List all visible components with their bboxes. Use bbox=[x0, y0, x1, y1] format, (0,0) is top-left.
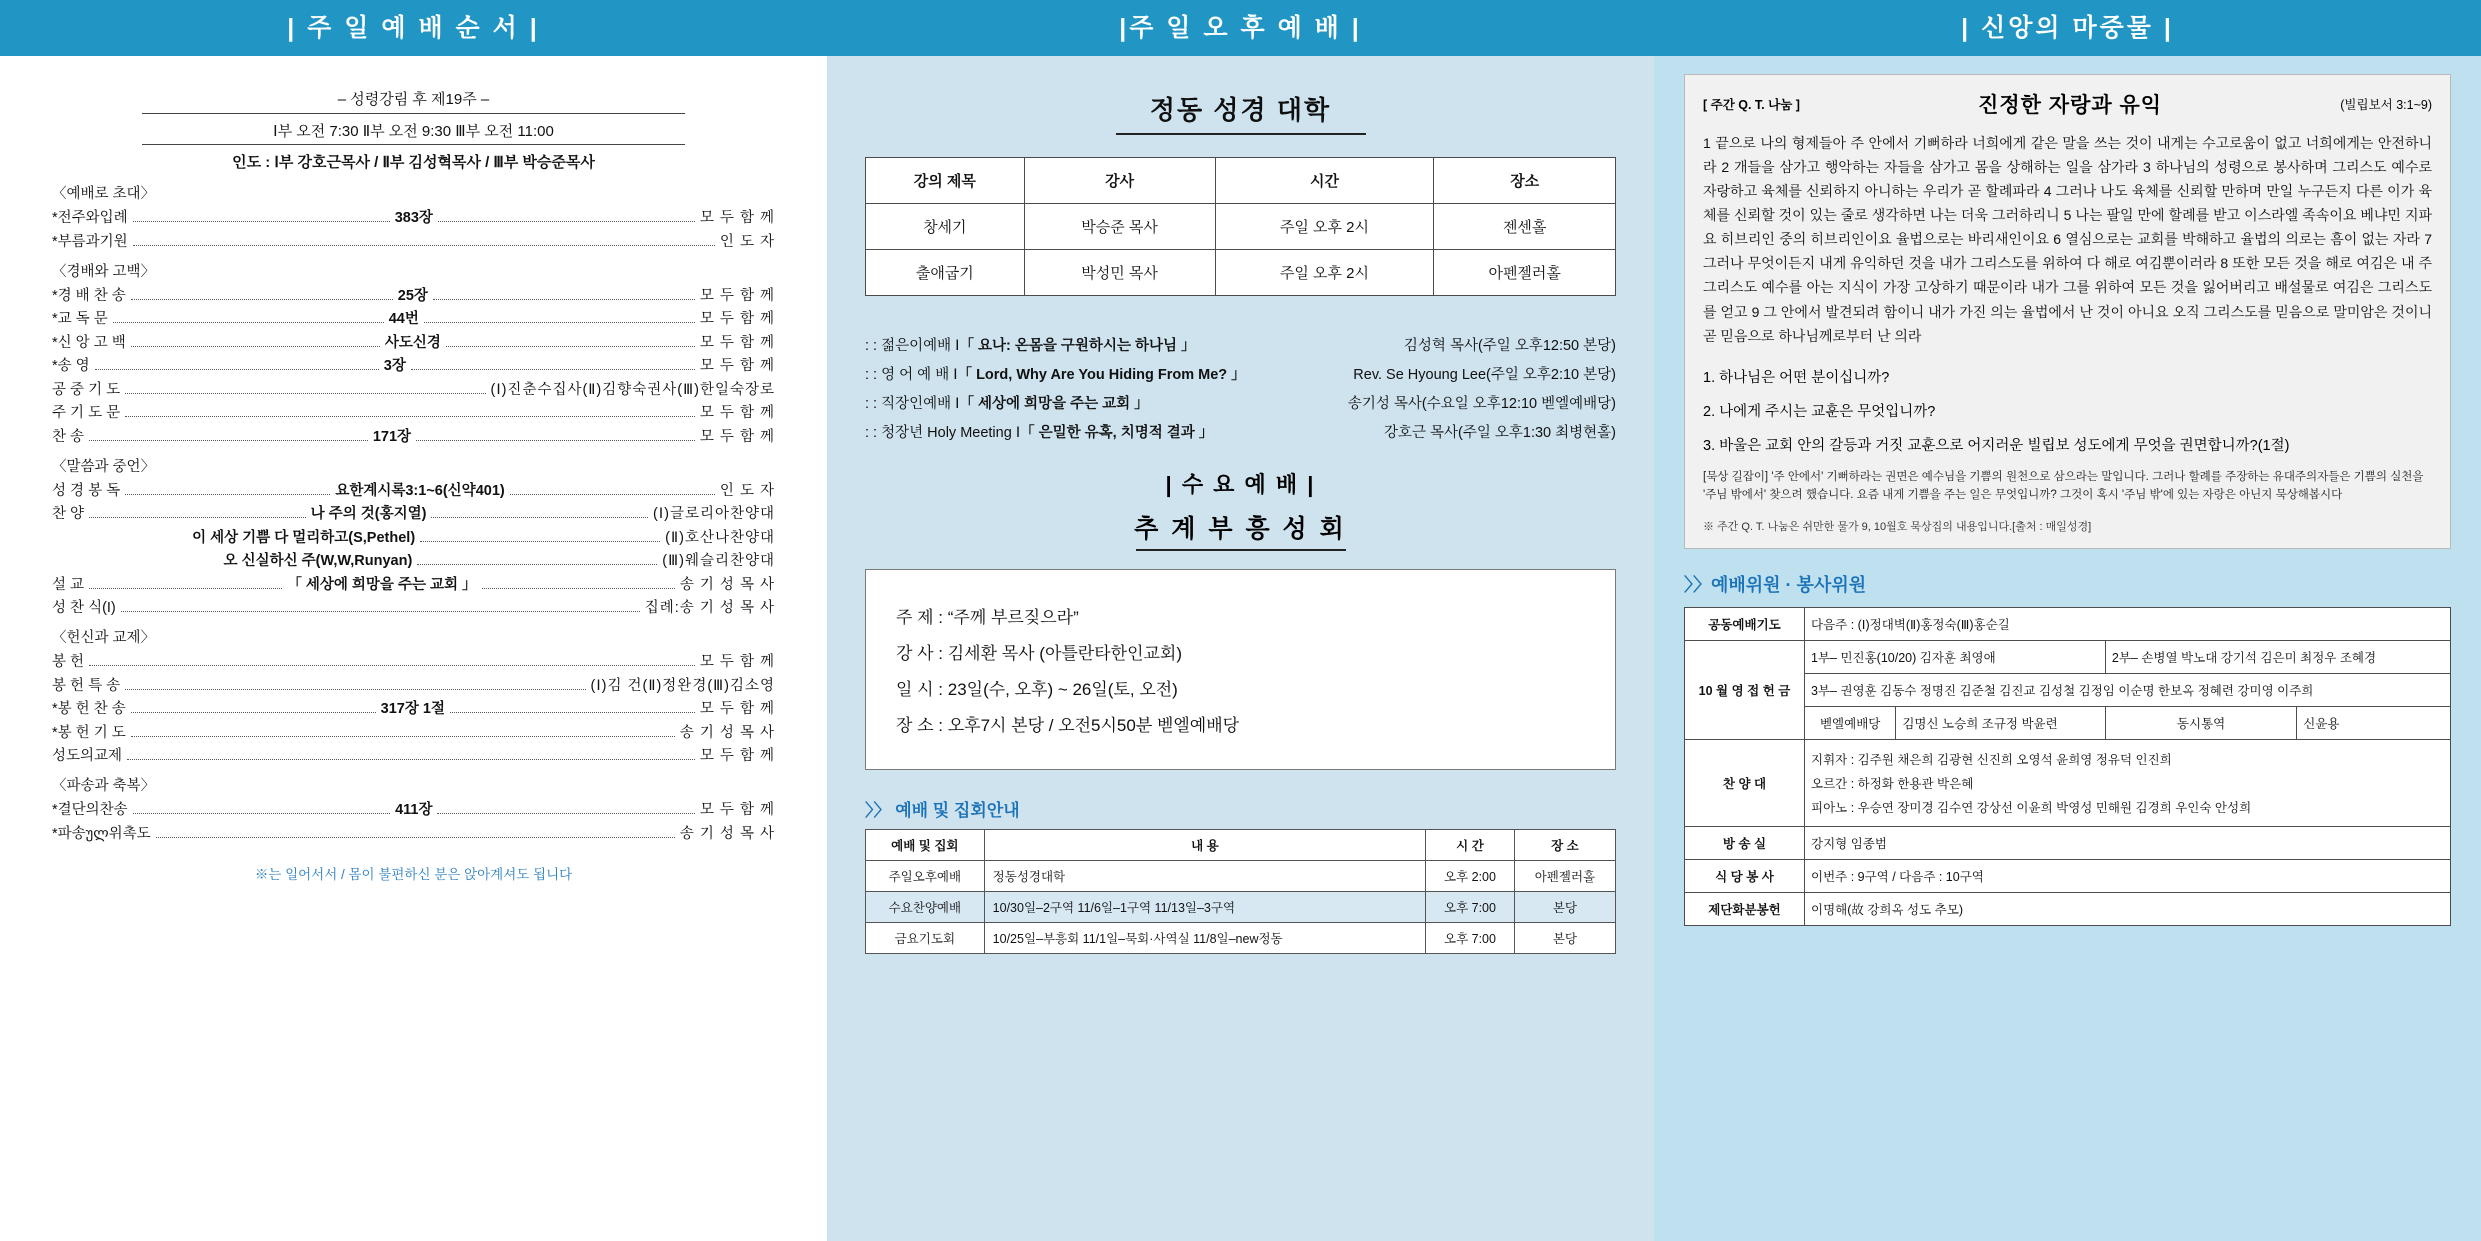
leader-dots-2 bbox=[437, 813, 694, 814]
table-row bbox=[866, 250, 1616, 296]
table-header-cell: 시간 bbox=[1215, 158, 1434, 204]
leader-dots bbox=[125, 416, 695, 417]
order-line bbox=[52, 378, 775, 399]
qt-note: [묵상 길잡이] '주 안에서' 기뻐하라는 권면은 예수님을 기쁨의 원천으로 삼으라는 말입니다. 그러나 할례를 주장하는 유대주의자들은 기쁨의 실천을 '주님 밖에서' 찾으려 했습니다. 요즘 내게 기쁨을 주는 일은 무엇입니까? 그것이 혹시 '주님 밖'에 있는 자랑은 아닌지 묵상해봅시다 bbox=[1703, 470, 2424, 502]
title-underline bbox=[1116, 133, 1366, 135]
order-line-name: 공 중 기 도 bbox=[52, 381, 121, 398]
order-line-name: 봉 헌 bbox=[52, 654, 85, 670]
order-line-title: 171장 bbox=[372, 428, 412, 445]
guide-header-cell: 시 간 bbox=[1426, 830, 1515, 861]
leader-dots bbox=[89, 588, 282, 589]
guide-cell: 주일오후예배 bbox=[866, 861, 985, 892]
qt-question: 1. 하나님은 어떤 분이십니까? bbox=[1703, 369, 1890, 386]
order-line bbox=[52, 502, 775, 523]
guide-header-row bbox=[866, 830, 1616, 861]
afternoon-body bbox=[827, 90, 1654, 954]
qt-footer: ※ 주간 Q. T. 나눔은 쉬만한 물가 9, 10월호 묵상집의 내용입니다.[출처 : 매일성경] bbox=[1703, 521, 2092, 534]
leader-dots bbox=[131, 299, 393, 300]
meeting-label: : : 청장년 Holy Meeting Ⅰ bbox=[865, 425, 1021, 441]
revival-speaker: 강 사 : 김세환 목사 (아틀란타한인교회) bbox=[896, 644, 1182, 663]
committee-row-label: 제단화분봉헌 bbox=[1685, 893, 1805, 926]
committee-row-label: 10 월 영 접 헌 금 bbox=[1685, 641, 1805, 740]
order-line bbox=[52, 401, 775, 422]
table-cell: 젠센홀 bbox=[1434, 204, 1616, 250]
meeting-list bbox=[865, 334, 1616, 442]
guide-cell: 본당 bbox=[1514, 892, 1615, 923]
committee-cell: 1부– 민진홍(10/20) 김자훈 최영애 bbox=[1805, 641, 2106, 674]
faith-body bbox=[1654, 74, 2481, 926]
order-line-person: 모 두 함 께 bbox=[699, 428, 775, 445]
order-line-title: 44번 bbox=[388, 311, 419, 327]
guide-cell: 오후 7:00 bbox=[1426, 923, 1515, 954]
order-line-name: *교 독 문 bbox=[52, 311, 108, 327]
revival-date: 일 시 : 23일(수, 오후) ~ 26일(토, 오전) bbox=[896, 680, 1178, 699]
meeting-info: Rev. Se Hyoung Lee(주일 오후2:10 본당) bbox=[1353, 367, 1616, 383]
order-line bbox=[52, 206, 775, 227]
revival-theme: 주 제 : “주께 부르짖으라” bbox=[896, 608, 1079, 627]
order-line-name: *결단의찬송 bbox=[52, 802, 128, 818]
leader-dots-2 bbox=[416, 440, 695, 441]
order-line-name: *봉 헌 기 도 bbox=[52, 724, 126, 741]
column-worship-order bbox=[0, 0, 827, 1241]
order-line-name: 찬 송 bbox=[52, 428, 85, 445]
column-faith-primer bbox=[1654, 0, 2481, 1241]
committee-row-label: 식 당 봉 사 bbox=[1685, 860, 1805, 893]
order-section-label: 〈파송과 축복〉 bbox=[52, 778, 156, 794]
leader-dots bbox=[131, 346, 380, 347]
table-cell: 창세기 bbox=[866, 204, 1025, 250]
table-cell: 출애굽기 bbox=[866, 250, 1025, 296]
qt-header bbox=[1703, 89, 2432, 119]
order-line bbox=[52, 230, 775, 251]
committee-body bbox=[1685, 608, 2451, 926]
revival-title: 추 계 부 흥 성 회 bbox=[1134, 515, 1347, 543]
order-line-title: 이 세상 기쁨 다 멀리하고(S,Pethel) bbox=[192, 529, 416, 546]
order-line-person: (Ⅰ)김 건(Ⅱ)정완경(Ⅲ)김소영 bbox=[590, 677, 775, 694]
meeting-title: 「 Lord, Why Are You Hiding From Me? 」 bbox=[957, 367, 1246, 383]
revival-box bbox=[865, 569, 1616, 770]
order-section-label: 〈말씀과 중언〉 bbox=[52, 458, 156, 475]
order-line bbox=[52, 425, 775, 446]
leader-dots-2 bbox=[431, 517, 648, 518]
order-line-name: 성 찬 식(I) bbox=[52, 600, 116, 616]
guide-cell: 10/25일–부흥회 11/1일–묵회·사역실 11/8일–new정동 bbox=[984, 923, 1425, 954]
order-line bbox=[52, 573, 775, 594]
committee-row bbox=[1685, 860, 2451, 893]
committee-cell: 3부– 권영훈 김동수 정명진 김준철 김진교 김성철 김정임 이순명 한보옥 정혜련 강미영 이주희 bbox=[1805, 674, 2451, 707]
revival-place: 장 소 : 오후7시 본당 / 오전5시50분 벧엘예배당 bbox=[896, 716, 1240, 735]
banner-worship-order: | 주 일 예 배 순 서 | bbox=[0, 0, 827, 56]
committee-table bbox=[1684, 607, 2451, 926]
committee-row-label: 방 송 실 bbox=[1685, 827, 1805, 860]
committee-cell: 이번주 : 9구역 / 다음주 : 10구역 bbox=[1805, 860, 2451, 893]
guide-heading: 〉〉 예배 및 집회안내 bbox=[865, 801, 1020, 820]
qt-scripture: 1 끝으로 나의 형제들아 주 안에서 기뻐하라 너희에게 같은 말을 쓰는 것이 내게는 수고로움이 없고 너희에게는 안전하니라 2 개들을 삼가고 행악하는 자들을 삼가고 몸을 상해하는 일을 삼가라 3 하나님의 성령으로 봉사하며 그리스도 예수로 자랑하고 육체를 신뢰하지 아니하는 우리가 곧 할례파라 4 그러나 나도 육체를 신뢰할 만하며 만일 누구든지 다른 이가 육체를 신뢰할 것이 있는 줄로 생각하면 나는 더욱 그러하리니 5 나는 팔일 만에 할례를 받고 이스라엘 족속이요 베냐민 지파요 히브리인 중의 히브리인이요 율법으로는 바리새인이요 6 열심으로는 교회를 박해하고 율법의 의로는 흠이 없는 자라 7 그러나 무엇이든지 내게 유익하던 것을 내가 그리스도를 위하여 다 해로 여김뿐이러라 8 또한 모든 것을 해로 여김은 내 주 그리스도 예수를 아는 지식이 가장 고상하기 때문이라 내가 그를 위하여 모든 것을 잃어버리고 배설물로 여김은 그리스도를 얻고 9 그 안에서 발견되려 함이니 내가 가진 의는 율법에서 난 것이 아니요 오직 그리스도를 믿음으로 말미암은 것이니 곧 믿음으로 하나님께로부터 난 의라 bbox=[1703, 135, 2432, 344]
leader-dots bbox=[89, 665, 695, 666]
leader-dots-2 bbox=[433, 299, 695, 300]
order-line-person: 송 기 성 목 사 bbox=[679, 576, 776, 593]
leader-dots bbox=[420, 541, 660, 542]
order-line-person: 인 도 자 bbox=[719, 233, 775, 250]
order-line-person: 모 두 함 께 bbox=[699, 654, 775, 670]
guide-cell: 10/30일–2구역 11/6일–1구역 11/13일–3구역 bbox=[984, 892, 1425, 923]
order-line bbox=[52, 549, 775, 570]
committee-cell: 벧엘예배당 bbox=[1805, 707, 1896, 740]
committee-cell: 김명신 노승희 조규정 박윤련 bbox=[1896, 707, 2106, 740]
meeting-row bbox=[865, 363, 1616, 384]
order-line-person: 모 두 함 께 bbox=[699, 210, 776, 226]
committee-cell bbox=[1805, 740, 2451, 827]
meeting-label: : : 영 어 예 배 Ⅰ bbox=[865, 367, 958, 383]
order-line-person: 모 두 함 께 bbox=[699, 701, 776, 717]
revival-underline bbox=[1136, 549, 1346, 551]
meeting-label: : : 직장인예배 Ⅰ bbox=[865, 396, 960, 412]
column-afternoon-worship bbox=[827, 0, 1654, 1241]
worship-footnote: ※는 일어서서 / 몸이 불편하신 분은 앉아계셔도 됩니다 bbox=[254, 866, 573, 882]
order-line-person: 모 두 함 께 bbox=[699, 358, 776, 374]
meeting-info: 김성혁 목사(주일 오후12:50 본당) bbox=[1403, 338, 1616, 354]
qt-box bbox=[1684, 74, 2451, 549]
qt-title: 진정한 자랑과 유익 bbox=[1978, 94, 2163, 117]
meeting-info: 송기성 목사(수요일 오후12:10 벧엘예배당) bbox=[1347, 396, 1616, 412]
guide-header-cell: 예배 및 집회 bbox=[866, 830, 985, 861]
order-line-name: *파송ულ위촉도 bbox=[52, 825, 151, 842]
guide-cell: 오후 7:00 bbox=[1426, 892, 1515, 923]
order-line-title: 오 신실하신 주(W,W,Runyan) bbox=[223, 553, 413, 569]
banner-wednesday: | 수 요 예 배 | bbox=[1165, 472, 1316, 497]
order-line-name: *신 앙 고 백 bbox=[52, 334, 126, 351]
meeting-row bbox=[865, 392, 1616, 413]
order-line-title: 383장 bbox=[394, 210, 433, 226]
order-line bbox=[52, 650, 775, 671]
leader-dots bbox=[156, 837, 675, 838]
worship-order-body bbox=[0, 56, 827, 883]
leader-dots bbox=[133, 221, 390, 222]
order-line bbox=[52, 331, 775, 352]
table-cell: 주일 오후 2시 bbox=[1215, 250, 1434, 296]
order-line-person: 인 도 자 bbox=[719, 482, 775, 499]
guide-cell: 정동성경대학 bbox=[984, 861, 1425, 892]
table-row bbox=[866, 204, 1616, 250]
order-section-label: 〈헌신과 교제〉 bbox=[52, 630, 156, 646]
guide-header-cell: 내 용 bbox=[984, 830, 1425, 861]
table-header-cell: 강의 제목 bbox=[866, 158, 1025, 204]
order-line-title: 317장 1절 bbox=[380, 701, 445, 717]
order-sections bbox=[52, 182, 775, 843]
committee-cell: 신윤용 bbox=[2297, 707, 2451, 740]
order-line bbox=[52, 674, 775, 695]
guide-header-cell: 장 소 bbox=[1514, 830, 1615, 861]
order-line-person: 모 두 함 께 bbox=[699, 748, 775, 764]
leader-dots bbox=[417, 564, 657, 565]
leader-dots-2 bbox=[438, 221, 695, 222]
qt-reference: (빌립보서 3:1~9) bbox=[2340, 98, 2432, 112]
order-line-person: 송 기 성 목 사 bbox=[679, 724, 775, 741]
committee-cell: 2부– 손병열 박노대 강기석 김은미 최정우 조혜경 bbox=[2105, 641, 2450, 674]
leader-dots bbox=[89, 517, 306, 518]
bible-school-title: 정동 성경 대학 bbox=[1149, 95, 1332, 125]
order-line-name: *경 배 찬 송 bbox=[52, 287, 126, 304]
guide-table bbox=[865, 829, 1616, 954]
order-line-name: 성도의교제 bbox=[52, 748, 123, 764]
leader-dots bbox=[131, 736, 675, 737]
committee-row bbox=[1685, 608, 2451, 641]
order-line bbox=[52, 798, 775, 819]
leader-dots bbox=[121, 611, 640, 612]
committee-cell: 이명해(故 강희옥 성도 추모) bbox=[1805, 893, 2451, 926]
leader-dots bbox=[89, 440, 368, 441]
service-times: Ⅰ부 오전 7:30 Ⅱ부 오전 9:30 Ⅲ부 오전 11:00 bbox=[273, 123, 554, 140]
order-line-name: 봉 헌 특 송 bbox=[52, 677, 121, 694]
order-line bbox=[52, 307, 775, 328]
guide-cell: 본당 bbox=[1514, 923, 1615, 954]
order-line bbox=[52, 526, 775, 547]
guide-row bbox=[866, 892, 1616, 923]
order-line-person: 모 두 함 께 bbox=[699, 405, 775, 421]
order-line-title: 나 주의 것(홍지열) bbox=[310, 506, 427, 522]
order-section-label: 〈예배로 초대〉 bbox=[52, 186, 156, 202]
table-cell: 아펜젤러홀 bbox=[1434, 250, 1616, 296]
order-line-name: 설 교 bbox=[52, 576, 85, 593]
committee-row bbox=[1685, 893, 2451, 926]
order-line-title: 411장 bbox=[395, 802, 433, 818]
order-line-title: 「 세상에 희망을 주는 교회 」 bbox=[287, 576, 477, 593]
order-line-name: *송 영 bbox=[52, 358, 90, 374]
guide-cell: 오후 2:00 bbox=[1426, 861, 1515, 892]
committee-cell: 강지형 임종범 bbox=[1805, 827, 2451, 860]
qt-questions bbox=[1703, 366, 2432, 455]
leader-dots bbox=[133, 245, 715, 246]
order-line bbox=[52, 744, 775, 765]
qt-question: 2. 나에게 주시는 교훈은 무엇입니까? bbox=[1703, 403, 1936, 420]
order-line-person: 모 두 함 께 bbox=[699, 287, 775, 304]
order-line-person: 모 두 함 께 bbox=[699, 311, 775, 327]
committee-line: 오르간 : 하정화 한용관 박은혜 bbox=[1811, 777, 1974, 792]
order-line-title: 25장 bbox=[397, 287, 428, 304]
order-line-name: 찬 양 bbox=[52, 506, 85, 522]
guide-body bbox=[866, 861, 1616, 954]
service-leaders: 인도 : Ⅰ부 강호근목사 / Ⅱ부 김성혁목사 / Ⅲ부 박승준목사 bbox=[232, 154, 595, 171]
order-line-name: 주 기 도 문 bbox=[52, 405, 121, 421]
qt-tag: [ 주간 Q. T. 나눔 ] bbox=[1703, 98, 1800, 112]
order-line bbox=[52, 479, 775, 500]
table-cell: 주일 오후 2시 bbox=[1215, 204, 1434, 250]
committee-cell: 다음주 : (Ⅰ)정대벽(Ⅱ)홍정숙(Ⅲ)홍순길 bbox=[1805, 608, 2451, 641]
guide-cell: 아펜젤러홀 bbox=[1514, 861, 1615, 892]
order-line-name: *전주와입례 bbox=[52, 210, 128, 226]
table-header-cell: 강사 bbox=[1024, 158, 1215, 204]
order-line-person: 송 기 성 목 사 bbox=[679, 825, 775, 842]
committee-row bbox=[1685, 827, 2451, 860]
meeting-title: 「 세상에 희망을 주는 교회 」 bbox=[959, 396, 1149, 412]
leader-dots bbox=[95, 369, 379, 370]
committee-line: 피아노 : 우승연 장미경 김수연 강상선 이윤희 박영성 민해원 김경희 우인숙 안성희 bbox=[1811, 801, 2252, 816]
order-line-name: *봉 헌 찬 송 bbox=[52, 701, 126, 717]
order-line-title: 3장 bbox=[383, 358, 406, 374]
order-line bbox=[52, 284, 775, 305]
order-line bbox=[52, 596, 775, 617]
committee-row-label: 찬 양 대 bbox=[1685, 740, 1805, 827]
table-header-cell: 장소 bbox=[1434, 158, 1616, 204]
leader-dots-2 bbox=[411, 369, 695, 370]
leader-dots bbox=[125, 494, 330, 495]
order-line-person: 집례:송 기 성 목 사 bbox=[644, 600, 775, 616]
season-label: – 성령강림 후 제19주 – bbox=[337, 91, 490, 108]
meeting-row bbox=[865, 421, 1616, 442]
leader-dots-2 bbox=[450, 712, 695, 713]
banner-afternoon-worship: |주 일 오 후 예 배 | bbox=[827, 0, 1654, 56]
order-line-person: (Ⅱ)호산나찬양대 bbox=[665, 529, 775, 546]
order-line-person: (Ⅰ)진춘수집사(Ⅱ)김향숙권사(Ⅲ)한일숙장로 bbox=[490, 381, 775, 398]
order-line-person: 모 두 함 께 bbox=[699, 334, 776, 351]
banner-faith-primer: | 신앙의 마중물 | bbox=[1654, 0, 2481, 56]
divider-top bbox=[142, 113, 685, 114]
order-line-name: *부름과기원 bbox=[52, 233, 128, 250]
order-line bbox=[52, 697, 775, 718]
leader-dots bbox=[125, 689, 585, 690]
divider-bottom bbox=[142, 144, 685, 145]
order-line-title: 요한계시록3:1~6(신약401) bbox=[335, 482, 505, 499]
guide-row bbox=[866, 923, 1616, 954]
guide-cell: 금요기도회 bbox=[866, 923, 985, 954]
meeting-label: : : 젊은이예배 Ⅰ bbox=[865, 338, 960, 354]
meeting-row bbox=[865, 334, 1616, 355]
leader-dots bbox=[125, 393, 485, 394]
order-line-person: (Ⅰ)글로리아찬양대 bbox=[653, 506, 776, 522]
order-line-person: 모 두 함 께 bbox=[699, 802, 775, 818]
committee-heading: 〉〉예배위원 · 봉사위원 bbox=[1684, 575, 1867, 596]
table-cell: 박승준 목사 bbox=[1024, 204, 1215, 250]
order-line-title: 사도신경 bbox=[384, 334, 441, 351]
committee-row bbox=[1685, 740, 2451, 827]
order-section-label: 〈경배와 고백〉 bbox=[52, 263, 156, 280]
table-cell: 박성민 목사 bbox=[1024, 250, 1215, 296]
committee-row-label: 공동예배기도 bbox=[1685, 608, 1805, 641]
bible-school-table bbox=[865, 157, 1616, 296]
meeting-title: 「 은밀한 유혹, 치명적 결과 」 bbox=[1020, 425, 1214, 441]
leader-dots bbox=[133, 813, 390, 814]
leader-dots bbox=[113, 322, 384, 323]
leader-dots-2 bbox=[424, 322, 695, 323]
table-body bbox=[866, 204, 1616, 296]
order-line bbox=[52, 822, 775, 843]
order-line-person: (Ⅲ)웨슬리찬양대 bbox=[662, 553, 775, 569]
meeting-info: 강호근 목사(주일 오후1:30 최병현홀) bbox=[1383, 425, 1616, 441]
order-line-name: 성 경 봉 독 bbox=[52, 482, 121, 499]
leader-dots-2 bbox=[446, 346, 695, 347]
leader-dots bbox=[131, 712, 376, 713]
table-header-row bbox=[866, 158, 1616, 204]
order-line bbox=[52, 721, 775, 742]
meeting-title: 「 요나: 온몸을 구원하시는 하나님 」 bbox=[959, 338, 1196, 354]
order-line bbox=[52, 354, 775, 375]
leader-dots-2 bbox=[482, 588, 675, 589]
leader-dots bbox=[127, 759, 695, 760]
guide-cell: 수요찬양예배 bbox=[866, 892, 985, 923]
guide-row bbox=[866, 861, 1616, 892]
qt-question: 3. 바울은 교회 안의 갈등과 거짓 교훈으로 어지러운 빌립보 성도에게 무엇을 권면합니까?(1절) bbox=[1703, 437, 2290, 454]
leader-dots-2 bbox=[510, 494, 715, 495]
committee-line: 지휘자 : 김주원 채은희 김광현 신진희 오영석 윤희영 정유덕 인진희 bbox=[1811, 753, 2172, 768]
committee-cell: 동시통역 bbox=[2105, 707, 2296, 740]
committee-row bbox=[1685, 641, 2451, 674]
